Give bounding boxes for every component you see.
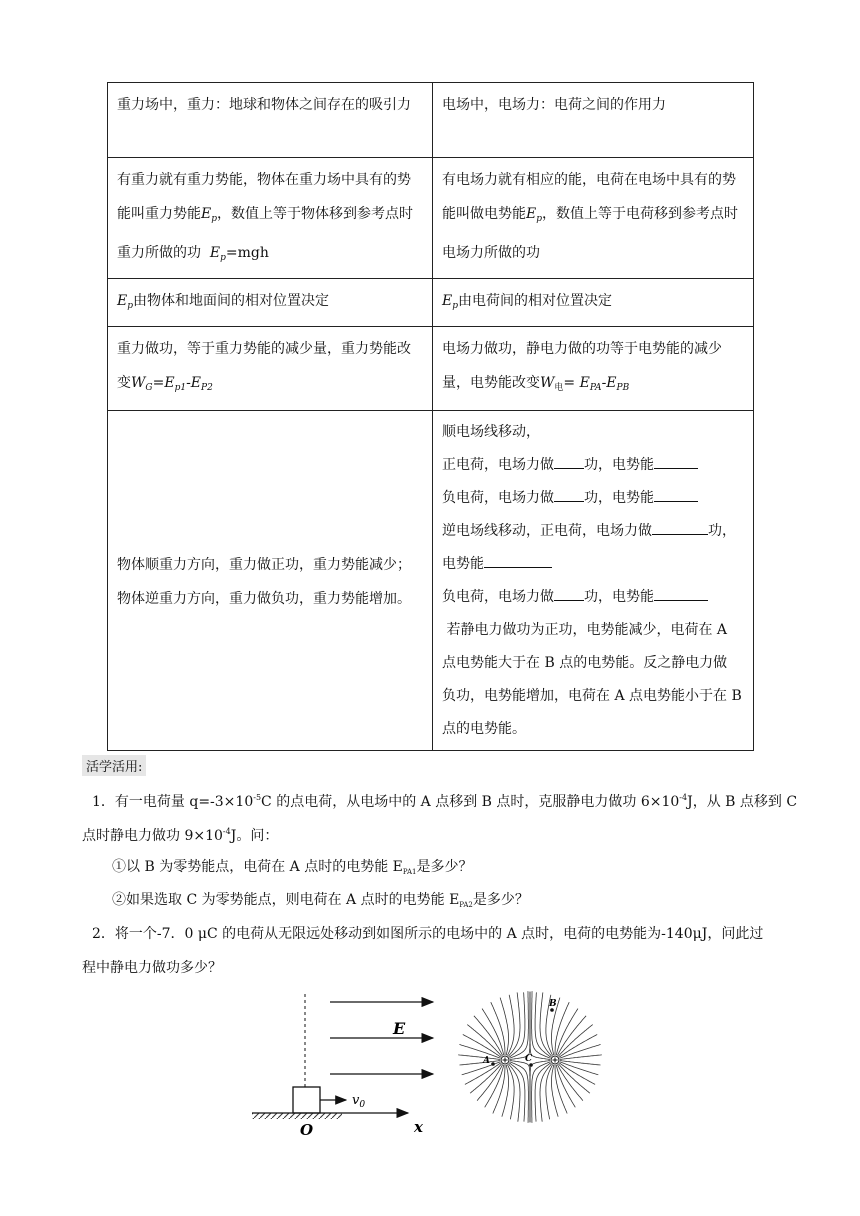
question-1-sub-2 xyxy=(112,890,529,915)
field-line xyxy=(463,1035,501,1058)
dipole-field-figure xyxy=(455,985,605,1125)
symbol: PB xyxy=(616,383,630,393)
table-cell xyxy=(433,327,754,411)
symbol: p xyxy=(452,301,458,311)
x-axis-label: x xyxy=(414,1118,423,1136)
point-a-label: A xyxy=(483,1056,490,1066)
table-cell xyxy=(433,279,754,327)
cell-text: 负电荷，电场力做 xyxy=(442,490,554,506)
field-line xyxy=(559,1063,595,1085)
table-row xyxy=(108,83,754,158)
table-cell xyxy=(433,158,754,279)
q-text: ②如果选取 C 为零势能点，则电荷在 A 点时的电势能 E xyxy=(112,892,460,908)
table-cell xyxy=(108,158,433,279)
cell-text: 负功，电势能增加，电荷在 A 点电势能小于在 B xyxy=(442,688,742,704)
cell-text: 由电荷间的相对位置决定 xyxy=(458,293,612,309)
cell-text: 重力场中，重力：地球和物体之间存在的吸引力 xyxy=(117,97,411,113)
field-line xyxy=(467,1025,501,1057)
symbol: E xyxy=(190,375,202,391)
cell-text: 顺电场线移动， xyxy=(442,424,540,440)
ground-hatch xyxy=(252,1113,342,1119)
symbol: p xyxy=(536,214,542,224)
q-text: ①以 B 为零势能点，电荷在 A 点时的电势能 E xyxy=(112,859,403,875)
field-line xyxy=(546,1064,553,1119)
symbol: = xyxy=(152,375,165,391)
answer-blank[interactable] xyxy=(554,454,584,469)
symbol: E xyxy=(117,293,128,309)
cell-text: ，数值上等于物体移到参考点时重力所做的功 xyxy=(117,206,413,261)
table-cell xyxy=(108,83,433,158)
block xyxy=(293,1087,320,1113)
symbol: E xyxy=(606,375,617,391)
symbol: E xyxy=(526,206,537,222)
symbol: G xyxy=(145,383,153,393)
symbol: E xyxy=(201,206,212,222)
origin-label: O xyxy=(300,1121,314,1139)
exponent: -4 xyxy=(222,827,231,836)
cell-text: 物体顺重力方向，重力做正功，重力势能减少； xyxy=(117,556,411,573)
answer-blank[interactable] xyxy=(554,487,584,502)
field-line xyxy=(557,1016,586,1056)
question-2-line-1: 2．将一个-7．0 μC 的电荷从无限远处移动到如图所示的电场中的 A 点时，电荷的电势能为-140μJ，问此过 xyxy=(92,926,764,942)
answer-blank[interactable] xyxy=(654,586,708,601)
field-line xyxy=(470,1064,502,1094)
symbol: E xyxy=(164,375,175,391)
table-cell xyxy=(433,411,754,751)
q-text: J，从 B 点移到 C xyxy=(687,794,798,810)
field-line xyxy=(502,1065,509,1117)
cell-text: 由物体和地面间的相对位置决定 xyxy=(133,293,329,309)
answer-blank[interactable] xyxy=(652,520,708,535)
field-line xyxy=(507,1064,514,1119)
exponent: -5 xyxy=(253,793,262,802)
symbol: - xyxy=(186,375,191,391)
question-1-sub-1 xyxy=(112,857,472,882)
question-2-line-2: 程中静电力做功多少？ xyxy=(82,960,222,976)
question-1-line-1 xyxy=(92,788,797,812)
answer-blank[interactable] xyxy=(654,454,698,469)
point-c-label: C xyxy=(525,1054,533,1064)
point-a xyxy=(491,1062,495,1066)
q-text: C 的点电荷，从电场中的 A 点移到 B 点时，克服静电力做功 6×10 xyxy=(261,794,680,810)
symbol: W xyxy=(131,375,146,391)
cell-text: 功， xyxy=(708,523,736,539)
cell-text: 功，电势能 xyxy=(584,490,654,506)
field-label: E xyxy=(393,1019,406,1038)
cell-text: 逆电场线移动，正电荷，电场力做 xyxy=(442,523,652,539)
table-cell xyxy=(108,327,433,411)
answer-blank[interactable] xyxy=(554,586,584,601)
symbol: p xyxy=(220,253,226,263)
cell-text: 物体逆重力方向，重力做负功，重力势能增加。 xyxy=(117,590,411,607)
cell-line xyxy=(442,548,745,581)
cell-text: 点电势能大于在 B 点的电势能。反之静电力做 xyxy=(442,655,728,671)
symbol: E xyxy=(579,375,590,391)
field-line xyxy=(510,991,529,1058)
cell-line xyxy=(442,581,745,614)
symbol: PA xyxy=(589,383,602,393)
symbol: p1 xyxy=(174,383,187,393)
table-row xyxy=(108,279,754,327)
uniform-field-figure xyxy=(248,992,448,1142)
exponent: -4 xyxy=(679,793,688,802)
symbol: p xyxy=(211,214,217,224)
cell-text: 功，电势能 xyxy=(584,457,654,473)
cell-text: ，数值上等于电荷移到参考点时电场力所做的功 xyxy=(442,206,738,261)
field-line xyxy=(556,1009,578,1056)
table-row xyxy=(108,158,754,279)
symbol: 电 xyxy=(554,383,564,393)
q-text: 是多少？ xyxy=(416,859,473,875)
table-row xyxy=(108,327,754,411)
field-line xyxy=(552,1065,559,1117)
symbol: = xyxy=(563,375,576,391)
cell-text: 有重力就有重力势能，物体在重力场中具有的势能叫重力势能 xyxy=(117,172,411,222)
question-1-line-2 xyxy=(82,822,278,846)
cell-text: 若静电力做功为正功，电势能减少，电荷在 A xyxy=(442,622,728,638)
cell-line xyxy=(442,482,745,515)
table-cell xyxy=(108,279,433,327)
symbol: - xyxy=(601,375,607,391)
field-line xyxy=(560,1062,599,1075)
cell-text: =mgh xyxy=(225,245,269,261)
cell-text: 电场力做功，静电力做的功等于电势能的减少量，电势能改变 xyxy=(442,341,722,391)
answer-blank[interactable] xyxy=(654,487,698,502)
table-row xyxy=(108,411,754,751)
symbol: E xyxy=(442,293,453,309)
point-b-label: B xyxy=(549,999,557,1009)
cell-text: 有电场力就有相应的能，电荷在电场中具有的势能叫做电势能 xyxy=(442,172,736,222)
cell-text: 电场中，电场力：电荷之间的作用力 xyxy=(442,97,666,113)
field-line xyxy=(532,991,551,1058)
q-text: 是多少？ xyxy=(472,892,529,908)
field-line xyxy=(558,1025,592,1057)
field-line xyxy=(482,1009,504,1056)
cell-text: 负电荷，电场力做 xyxy=(442,589,554,605)
answer-blank[interactable] xyxy=(484,553,552,568)
q-text: 点时静电力做功 9×10 xyxy=(82,828,223,844)
comparison-table xyxy=(107,82,754,751)
field-line xyxy=(459,1045,500,1059)
q-text: J。问： xyxy=(230,828,279,844)
symbol: p xyxy=(127,301,133,311)
cell-text: 重力做功，等于重力势能的减少量，重力势能改变 xyxy=(117,341,411,391)
cell-text: 电势能 xyxy=(442,556,484,572)
field-line xyxy=(474,1016,503,1056)
symbol: E xyxy=(209,245,221,261)
velocity-label: $v_0$ xyxy=(352,1093,366,1110)
cell-line xyxy=(442,515,745,548)
field-line xyxy=(558,1064,590,1094)
section-label: 活学活用: xyxy=(82,755,146,776)
subscript: PA1 xyxy=(402,868,417,876)
q-text: 1．有一电荷量 q=-3×10 xyxy=(92,794,254,810)
cell-text: 正电荷，电场力做 xyxy=(442,457,554,473)
symbol: W xyxy=(540,375,555,391)
cell-text: 功，电势能 xyxy=(584,589,654,605)
table-cell xyxy=(108,411,433,751)
field-line xyxy=(560,1045,601,1059)
symbol: P2 xyxy=(201,383,213,393)
table-cell xyxy=(433,83,754,158)
cell-line xyxy=(442,449,745,482)
field-line xyxy=(559,1035,597,1058)
cell-text: 点的电势能。 xyxy=(442,721,526,737)
subscript: PA2 xyxy=(459,901,473,909)
field-line xyxy=(465,1063,501,1085)
